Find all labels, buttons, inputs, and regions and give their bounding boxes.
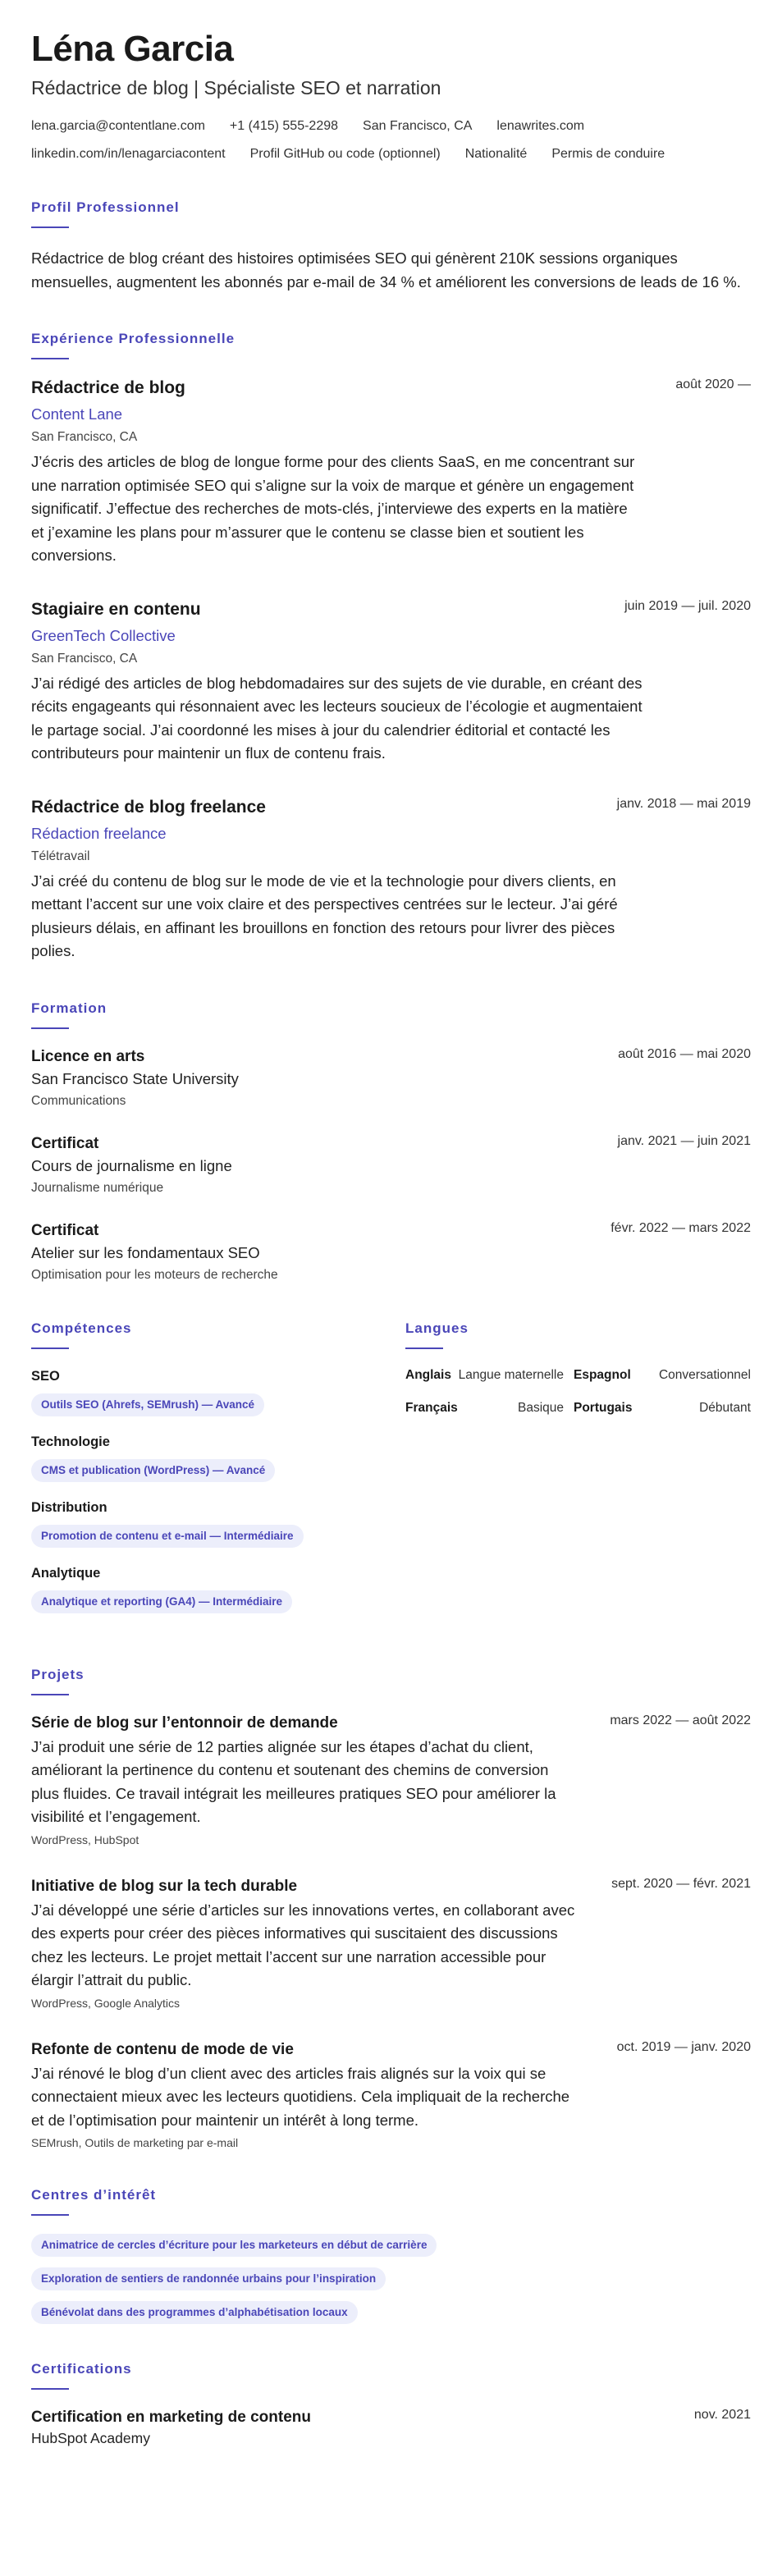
job-title: Rédactrice de blog bbox=[31, 378, 185, 397]
project-title: Refonte de contenu de mode de vie bbox=[31, 2040, 294, 2058]
language-item bbox=[574, 1367, 751, 1384]
contact-github[interactable]: Profil GitHub ou code (optionnel) bbox=[249, 147, 441, 161]
job-title: Rédactrice de blog freelance bbox=[31, 797, 266, 817]
entry-dates: oct. 2019 — janv. 2020 bbox=[616, 2039, 751, 2054]
project-description: J’ai rénové le blog d’un client avec des articles frais alignés sur la voix qui se connectaient mieux avec les lecteurs quotidiens. Cela impliquait de la recherche et de l’optimisation pour maintenir un intérêt à long terme. bbox=[31, 2064, 570, 2129]
section-divider bbox=[31, 358, 69, 359]
experience-entry bbox=[31, 377, 751, 568]
entry-dates: nov. 2021 bbox=[693, 2408, 751, 2422]
entry-dates: août 2020 — bbox=[675, 377, 751, 391]
school-name: Atelier sur les fondamentaux SEO bbox=[31, 1243, 260, 1261]
education-entry bbox=[31, 1047, 751, 1110]
certifications-section bbox=[31, 2360, 751, 2447]
experience-entry bbox=[31, 599, 751, 766]
contact-nationality: Nationalité bbox=[464, 147, 528, 161]
language-level: Débutant bbox=[699, 1400, 751, 1415]
project-description: J’ai développé une série d’articles sur les innovations vertes, en collaborant avec des experts pour créer des pièces informatives qui suscitaient des discussions chez les lecteurs. Le projet mettait l’accent sur une narration accessible pour élargir l’attrait du public. bbox=[31, 1901, 575, 1988]
candidate-headline: Rédactrice de blog | Spécialiste SEO et narration bbox=[31, 77, 441, 98]
entry-dates: sept. 2020 — févr. 2021 bbox=[611, 1876, 751, 1891]
certification-issuer: HubSpot Academy bbox=[31, 2430, 150, 2446]
summary-section bbox=[31, 199, 751, 294]
project-entry bbox=[31, 1877, 751, 2011]
language-list bbox=[405, 1367, 751, 1416]
job-location: San Francisco, CA bbox=[31, 651, 138, 666]
experience-section bbox=[31, 330, 751, 963]
interest-tag: Exploration de sentiers de randonnée urbains pour l’inspiration bbox=[31, 2267, 386, 2290]
skill-group bbox=[31, 1498, 405, 1548]
project-title: Série de blog sur l’entonnoir de demande bbox=[31, 1714, 338, 1732]
company-name: GreenTech Collective bbox=[31, 626, 176, 644]
degree-title: Certificat bbox=[31, 1134, 99, 1152]
job-description: J’ai rédigé des articles de blog hebdomadaires sur des sujets de vie durable, en créant des récits engageants qui résonnaient avec les lecteurs soucieux de l’écologie et augmentaient le partage social. J’ai coordonné les mises à jour du calendrier éditorial et contacté les contributeurs pour maintenir un flux de contenu frais. bbox=[31, 674, 643, 762]
certification-title: Certification en marketing de contenu bbox=[31, 2409, 311, 2426]
skill-group bbox=[31, 1433, 405, 1482]
study-field: Optimisation pour les moteurs de recherche bbox=[31, 1267, 278, 1282]
summary-text: Rédactrice de blog créant des histoires optimisées SEO qui génèrent 210K sessions organiques mensuelles, augmentent les abonnés par e-mail de 34 % et améliorent les conversions de leads de 16 %. bbox=[31, 249, 741, 291]
section-divider bbox=[31, 226, 69, 228]
skill-category: Distribution bbox=[31, 1499, 107, 1515]
section-divider bbox=[31, 1694, 69, 1695]
entry-dates: janv. 2021 — juin 2021 bbox=[617, 1133, 751, 1148]
language-level: Basique bbox=[517, 1400, 564, 1415]
job-location: San Francisco, CA bbox=[31, 430, 138, 444]
section-divider bbox=[31, 1027, 69, 1029]
candidate-name: Léna Garcia bbox=[31, 29, 234, 69]
language-name: Espagnol bbox=[574, 1367, 631, 1382]
school-name: San Francisco State University bbox=[31, 1069, 239, 1087]
job-title: Stagiaire en contenu bbox=[31, 599, 201, 619]
projects-section bbox=[31, 1666, 751, 2151]
section-divider bbox=[405, 1347, 443, 1349]
study-field: Journalisme numérique bbox=[31, 1180, 164, 1195]
education-entry bbox=[31, 1134, 751, 1196]
project-title: Initiative de blog sur la tech durable bbox=[31, 1877, 298, 1895]
language-item bbox=[405, 1400, 574, 1416]
language-level: Langue maternelle bbox=[458, 1367, 564, 1382]
school-name: Cours de journalisme en ligne bbox=[31, 1156, 232, 1174]
company-name: Rédaction freelance bbox=[31, 824, 167, 842]
experience-entry bbox=[31, 797, 751, 963]
skill-category: Analytique bbox=[31, 1565, 101, 1581]
contact-email[interactable]: lena.garcia@contentlane.com bbox=[31, 119, 205, 133]
education-section bbox=[31, 1000, 751, 1283]
project-tools: WordPress, HubSpot bbox=[31, 1832, 139, 1846]
section-title: Langues bbox=[405, 1320, 469, 1336]
project-tools: WordPress, Google Analytics bbox=[31, 1996, 181, 2010]
contact-phone[interactable]: +1 (415) 555-2298 bbox=[229, 119, 339, 133]
language-item bbox=[405, 1367, 574, 1384]
language-name: Portugais bbox=[574, 1400, 633, 1415]
certification-entry bbox=[31, 2408, 751, 2447]
language-name: Anglais bbox=[405, 1367, 451, 1382]
section-divider bbox=[31, 2388, 69, 2390]
section-title: Centres d’intérêt bbox=[31, 2187, 157, 2203]
project-tools: SEMrush, Outils de marketing par e-mail bbox=[31, 2136, 239, 2149]
company-name: Content Lane bbox=[31, 405, 123, 423]
interests-section bbox=[31, 2186, 751, 2324]
interest-tag: Bénévolat dans des programmes d’alphabétisation locaux bbox=[31, 2301, 358, 2324]
contact-website[interactable]: lenawrites.com bbox=[496, 119, 585, 133]
project-entry bbox=[31, 2040, 751, 2151]
degree-title: Licence en arts bbox=[31, 1047, 145, 1065]
contact-license: Permis de conduire bbox=[551, 147, 665, 161]
interest-tag: Animatrice de cercles d’écriture pour les marketeurs en début de carrière bbox=[31, 2234, 437, 2257]
skill-tag: Analytique et reporting (GA4) — Intermédiaire bbox=[31, 1590, 292, 1613]
project-description: J’ai produit une série de 12 parties alignée sur les étapes d’achat du client, améliorant la pertinence du contenu et soutenant des chemins de conversion plus fluides. Ce travail intégrait les meilleures pratiques SEO pour améliorer la visibilité et l’engagement. bbox=[31, 1737, 556, 1825]
skill-group bbox=[31, 1564, 405, 1613]
contact-list bbox=[31, 118, 712, 162]
skills-section bbox=[31, 1320, 405, 1630]
skill-tag: Outils SEO (Ahrefs, SEMrush) — Avancé bbox=[31, 1393, 264, 1416]
entry-dates: févr. 2022 — mars 2022 bbox=[611, 1220, 751, 1235]
education-entry bbox=[31, 1221, 751, 1283]
skill-category: Technologie bbox=[31, 1434, 110, 1449]
language-name: Français bbox=[405, 1400, 458, 1415]
language-item bbox=[574, 1400, 751, 1416]
job-description: J’écris des articles de blog de longue forme pour des clients SaaS, en me concentrant sur une narration optimisée SEO qui s’aligne sur la voix de marque et génère un engagement significatif. J’effectue des recherches de mots-clés, j’interviewe des experts en la matière et j’examine les plans pour m’assurer que le contenu se classe bien et soutient les conversions. bbox=[31, 453, 635, 564]
skill-tag: Promotion de contenu et e-mail — Intermédiaire bbox=[31, 1525, 304, 1548]
resume-header bbox=[31, 28, 751, 162]
section-title: Formation bbox=[31, 1000, 107, 1016]
skill-tag: CMS et publication (WordPress) — Avancé bbox=[31, 1459, 275, 1482]
skills-languages-row bbox=[31, 1320, 751, 1630]
contact-linkedin[interactable]: linkedin.com/in/lenagarciacontent bbox=[31, 147, 226, 161]
section-title: Certifications bbox=[31, 2361, 132, 2377]
section-title: Expérience Professionnelle bbox=[31, 331, 236, 346]
section-divider bbox=[31, 1347, 69, 1349]
degree-title: Certificat bbox=[31, 1221, 99, 1239]
job-location: Télétravail bbox=[31, 849, 90, 863]
language-level: Conversationnel bbox=[658, 1367, 751, 1382]
section-title: Profil Professionnel bbox=[31, 199, 180, 215]
entry-dates: janv. 2018 — mai 2019 bbox=[616, 796, 751, 811]
section-title: Compétences bbox=[31, 1320, 132, 1336]
project-entry bbox=[31, 1714, 751, 1847]
section-divider bbox=[31, 2214, 69, 2216]
section-title: Projets bbox=[31, 1666, 85, 1682]
contact-location: San Francisco, CA bbox=[363, 119, 473, 133]
study-field: Communications bbox=[31, 1093, 126, 1108]
skill-category: SEO bbox=[31, 1368, 60, 1384]
skill-group bbox=[31, 1367, 405, 1416]
entry-dates: juin 2019 — juil. 2020 bbox=[624, 598, 751, 613]
entry-dates: mars 2022 — août 2022 bbox=[610, 1713, 751, 1727]
languages-section bbox=[405, 1320, 751, 1630]
entry-dates: août 2016 — mai 2020 bbox=[618, 1046, 751, 1061]
job-description: J’ai créé du contenu de blog sur le mode de vie et la technologie pour divers clients, en mettant l’accent sur une voix claire et des perspectives centrées sur le lecteur. J’ai géré plusieurs délais, en affinant les brouillons en fonction des retours pour livrer des pièces polies. bbox=[31, 872, 618, 959]
